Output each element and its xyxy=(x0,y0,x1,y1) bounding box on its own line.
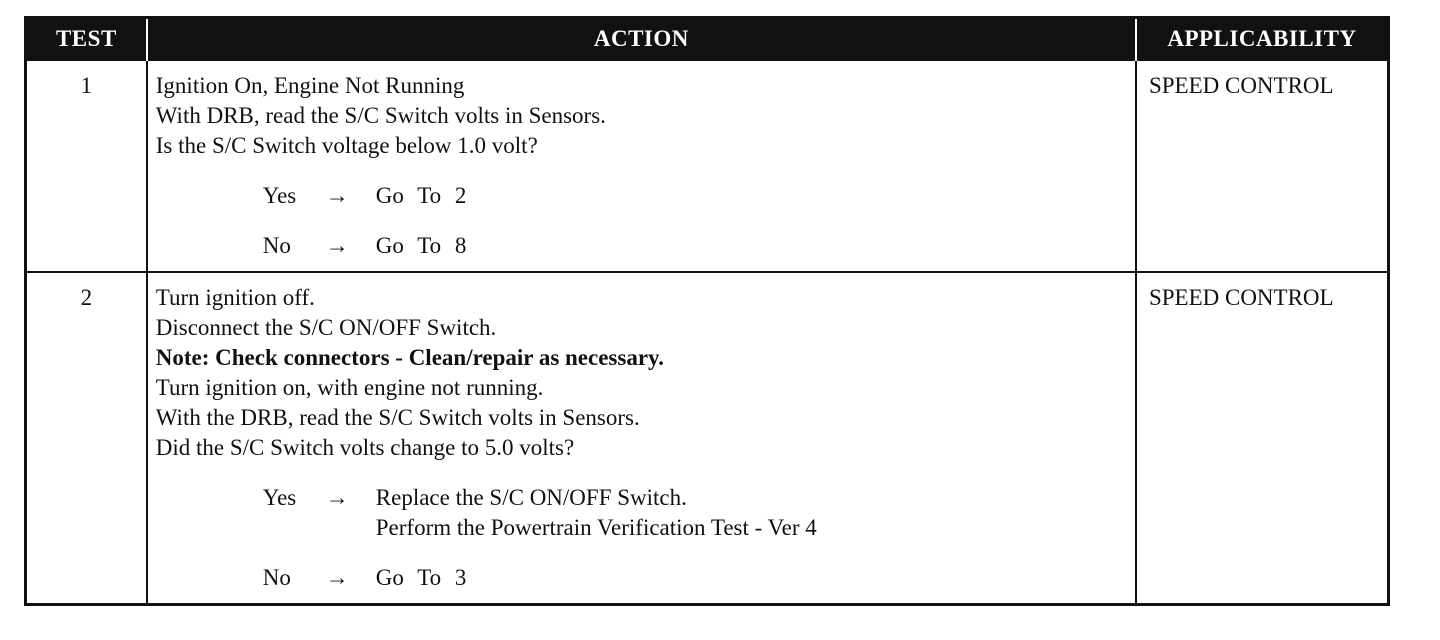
table-row xyxy=(26,272,1389,605)
action-note: Note: Check connectors - Clean/repair as necessary. xyxy=(155,345,665,370)
action-step: Did the S/C Switch volts change to 5.0 volts? xyxy=(155,435,575,460)
diagnostic-test-table xyxy=(24,16,1390,606)
outcomes xyxy=(156,181,1127,271)
outcome-yes xyxy=(263,483,1127,543)
outcome-no xyxy=(263,231,1127,261)
header-action: ACTION xyxy=(147,18,1136,61)
action-step: Turn ignition off. xyxy=(155,285,315,310)
outcome-result-line: Go To 2 xyxy=(375,183,467,208)
outcome-result-line: Go To 8 xyxy=(375,233,467,258)
outcome-no xyxy=(263,563,1127,593)
outcome-yes xyxy=(263,181,1127,211)
outcome-result xyxy=(376,231,467,261)
outcomes xyxy=(156,483,1127,603)
outcome-result-line: Go To 3 xyxy=(375,565,467,590)
header-applicability: APPLICABILITY xyxy=(1136,18,1389,61)
outcome-label: Yes xyxy=(262,485,297,510)
action-step: Ignition On, Engine Not Running xyxy=(155,73,465,98)
action-cell xyxy=(147,272,1136,605)
outcome-result xyxy=(376,181,467,211)
test-number: 1 xyxy=(26,60,147,272)
outcome-label: No xyxy=(262,565,291,590)
action-step: Is the S/C Switch voltage below 1.0 volt? xyxy=(155,133,538,158)
action-step: Turn ignition on, with engine not running. xyxy=(155,375,544,400)
action-step: With the DRB, read the S/C Switch volts in Sensors. xyxy=(155,405,640,430)
right-arrow-icon: → xyxy=(325,233,349,258)
header-test: TEST xyxy=(26,18,147,61)
table-row xyxy=(26,60,1389,272)
outcome-label: No xyxy=(262,233,291,258)
right-arrow-icon: → xyxy=(325,565,349,590)
applicability-cell: SPEED CONTROL xyxy=(1136,272,1389,605)
table-header-row xyxy=(26,18,1389,61)
outcome-result-line: Replace the S/C ON/OFF Switch. xyxy=(375,485,687,510)
outcome-result xyxy=(376,563,467,593)
applicability-cell: SPEED CONTROL xyxy=(1136,60,1389,272)
action-step: With DRB, read the S/C Switch volts in Sensors. xyxy=(155,103,606,128)
outcome-label: Yes xyxy=(262,183,297,208)
action-cell xyxy=(147,60,1136,272)
right-arrow-icon: → xyxy=(325,183,349,208)
right-arrow-icon: → xyxy=(325,485,349,510)
action-step: Disconnect the S/C ON/OFF Switch. xyxy=(155,315,497,340)
outcome-result-line: Perform the Powertrain Verification Test - Ver 4 xyxy=(375,515,817,540)
test-number: 2 xyxy=(26,272,147,605)
outcome-result xyxy=(376,483,817,543)
